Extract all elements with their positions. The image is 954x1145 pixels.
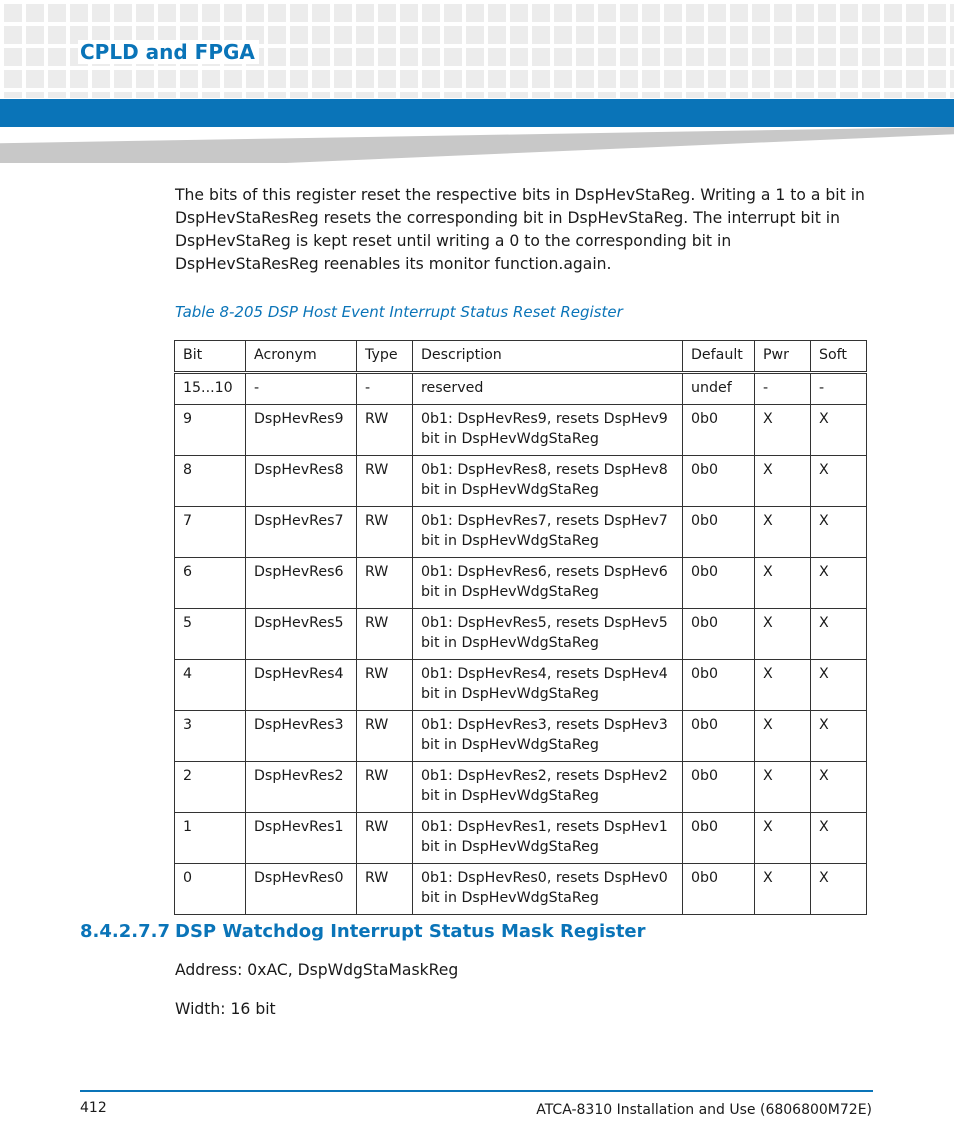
header-grey-wedge [0,127,954,163]
table-cell: 3 [175,711,246,762]
register-table [174,340,867,915]
table-cell: 2 [175,762,246,813]
table-cell: X [811,507,867,558]
table-cell: X [811,558,867,609]
table-cell: RW [357,762,413,813]
table-cell: 1 [175,813,246,864]
column-header: Bit [175,341,246,373]
table-row [175,405,867,456]
footer-rule [80,1090,873,1092]
table-cell: 0b0 [683,660,755,711]
table-cell: DspHevRes5 [246,609,357,660]
table-row [175,711,867,762]
table-header-row [175,341,867,373]
register-width: Width: 16 bit [175,1000,276,1018]
table-cell: RW [357,813,413,864]
table-cell: DspHevRes2 [246,762,357,813]
table-row [175,507,867,558]
table-cell: X [755,456,811,507]
table-row [175,558,867,609]
table-cell: 0b0 [683,864,755,915]
table-row [175,609,867,660]
table-caption: Table 8-205 DSP Host Event Interrupt Status Reset Register [175,303,623,321]
table-cell: 0b1: DspHevRes5, resets DspHev5 bit in DspHevWdgStaReg [413,609,683,660]
table-cell: 0b1: DspHevRes7, resets DspHev7 bit in DspHevWdgStaReg [413,507,683,558]
table-cell: X [811,813,867,864]
table-cell: X [755,711,811,762]
table-cell: - [246,373,357,405]
table-cell: X [811,762,867,813]
table-cell: X [811,864,867,915]
table-cell: DspHevRes0 [246,864,357,915]
table-cell: RW [357,711,413,762]
chapter-title: CPLD and FPGA [78,40,259,64]
column-header: Acronym [246,341,357,373]
table-cell: DspHevRes3 [246,711,357,762]
table-cell: 9 [175,405,246,456]
table-cell: - [357,373,413,405]
table-cell: 15...10 [175,373,246,405]
table-cell: 0b0 [683,456,755,507]
table-cell: 0b1: DspHevRes1, resets DspHev1 bit in DspHevWdgStaReg [413,813,683,864]
table-cell: - [755,373,811,405]
table-cell: X [755,813,811,864]
table-cell: 0b0 [683,405,755,456]
table-row [175,813,867,864]
table-cell: DspHevRes6 [246,558,357,609]
section-heading [80,921,646,942]
table-cell: 5 [175,609,246,660]
table-cell: 6 [175,558,246,609]
section-number: 8.4.2.7.7 [80,921,170,942]
table-cell: 0b0 [683,507,755,558]
table-row [175,456,867,507]
table-cell: 0b1: DspHevRes4, resets DspHev4 bit in DspHevWdgStaReg [413,660,683,711]
table-row [175,864,867,915]
section-title: DSP Watchdog Interrupt Status Mask Register [175,921,646,942]
column-header: Type [357,341,413,373]
table-cell: X [755,507,811,558]
table-cell: DspHevRes8 [246,456,357,507]
table-row [175,660,867,711]
table-cell: 4 [175,660,246,711]
table-cell: 0b1: DspHevRes6, resets DspHev6 bit in DspHevWdgStaReg [413,558,683,609]
table-cell: RW [357,609,413,660]
table-cell: X [811,609,867,660]
table-cell: X [755,405,811,456]
table-cell: RW [357,405,413,456]
table-cell: 0b1: DspHevRes0, resets DspHev0 bit in DspHevWdgStaReg [413,864,683,915]
table-cell: X [811,405,867,456]
column-header: Description [413,341,683,373]
column-header: Soft [811,341,867,373]
table-cell: 7 [175,507,246,558]
table-cell: undef [683,373,755,405]
table-cell: RW [357,507,413,558]
column-header: Default [683,341,755,373]
table-cell: X [755,609,811,660]
table-cell: X [755,660,811,711]
table-cell: - [811,373,867,405]
table-cell: X [755,864,811,915]
table-cell: RW [357,660,413,711]
table-cell: 0 [175,864,246,915]
table-cell: DspHevRes1 [246,813,357,864]
table-cell: 0b0 [683,813,755,864]
table-cell: 8 [175,456,246,507]
column-header: Pwr [755,341,811,373]
table-cell: X [755,558,811,609]
table-cell: RW [357,456,413,507]
table-cell: 0b1: DspHevRes3, resets DspHev3 bit in DspHevWdgStaReg [413,711,683,762]
table-row [175,373,867,405]
table-cell: 0b0 [683,711,755,762]
table-cell: DspHevRes9 [246,405,357,456]
table-cell: DspHevRes4 [246,660,357,711]
table-cell: 0b1: DspHevRes2, resets DspHev2 bit in DspHevWdgStaReg [413,762,683,813]
table-cell: DspHevRes7 [246,507,357,558]
table-cell: 0b0 [683,558,755,609]
table-cell: X [811,660,867,711]
header-blue-bar [0,99,954,127]
register-address: Address: 0xAC, DspWdgStaMaskReg [175,961,459,979]
table-cell: X [755,762,811,813]
table-cell: 0b0 [683,762,755,813]
table-cell: X [811,456,867,507]
table-cell: RW [357,558,413,609]
page-number: 412 [80,1100,107,1116]
table-cell: RW [357,864,413,915]
table-row [175,762,867,813]
table-cell: 0b0 [683,609,755,660]
table-cell: 0b1: DspHevRes9, resets DspHev9 bit in DspHevWdgStaReg [413,405,683,456]
document-title: ATCA-8310 Installation and Use (6806800M72E) [536,1102,872,1118]
intro-paragraph: The bits of this register reset the respective bits in DspHevStaReg. Writing a 1 to a bit in DspHevStaResReg resets the corresponding bit in DspHevStaReg. The interrupt bit in DspHevStaReg is kept reset until writing a 0 to the corresponding bit in DspHevStaResReg reenables its monitor function.again. [175,186,865,273]
table-cell: reserved [413,373,683,405]
table-cell: X [811,711,867,762]
table-cell: 0b1: DspHevRes8, resets DspHev8 bit in DspHevWdgStaReg [413,456,683,507]
